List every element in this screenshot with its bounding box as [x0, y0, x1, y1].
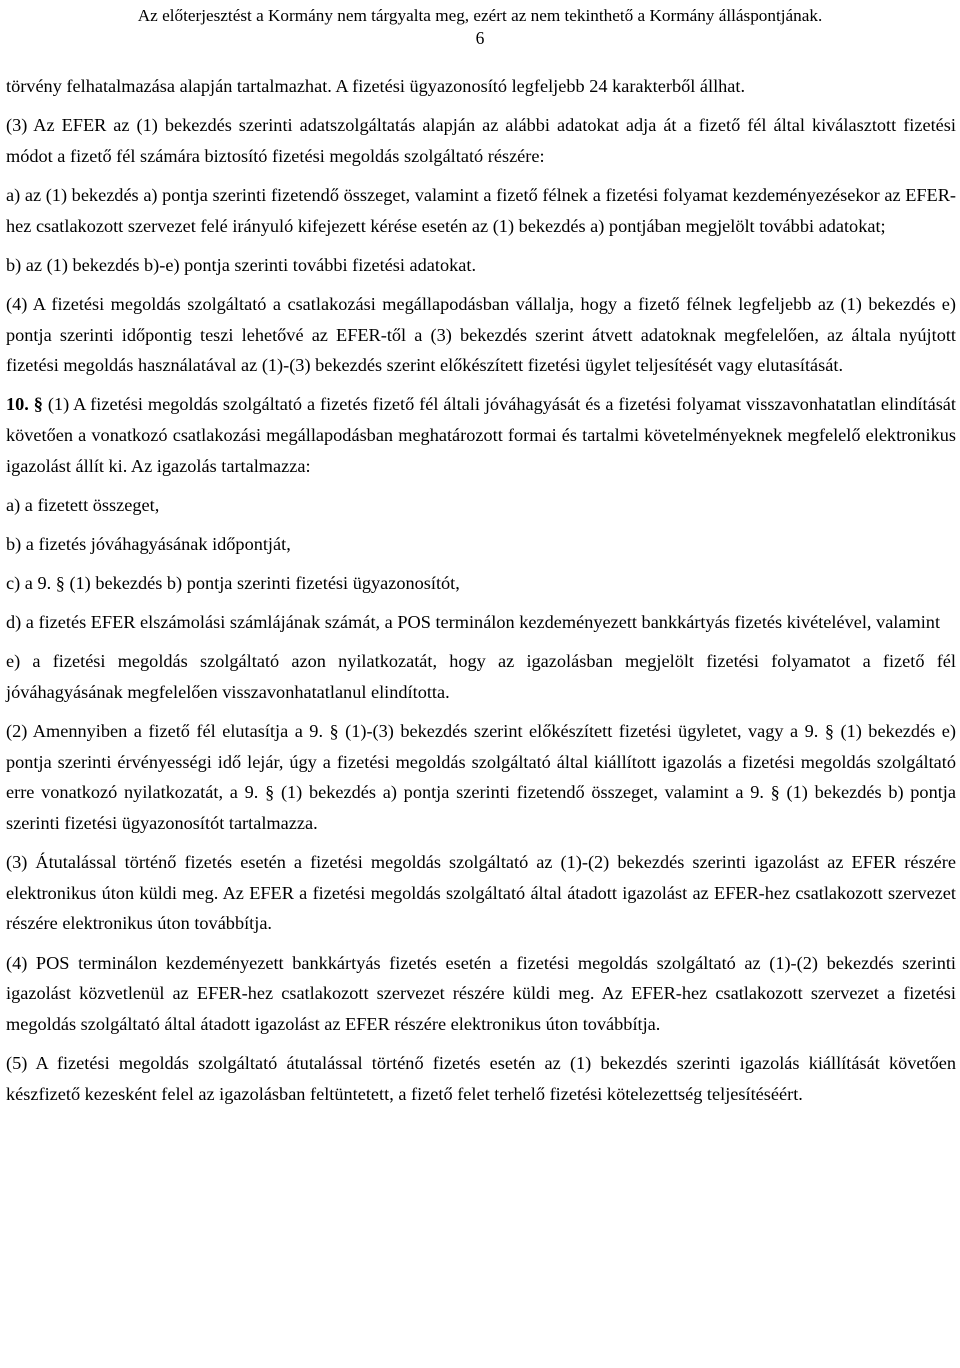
paragraph-10-5: (5) A fizetési megoldás szolgáltató átutalással történő fizetés esetén az (1) bekezdés szerinti igazolás kiállítását követően készfizető kezesként felel az igazolásban feltüntetett, a fizető felet terhelő fizetési kötelezettség teljesítéséért.	[6, 1052, 956, 1104]
paragraph-continuation: törvény felhatalmazása alapján tartalmazhat. A fizetési ügyazonosító legfeljebb 24 karakterből állhat.	[6, 76, 746, 96]
document-body	[6, 71, 956, 1118]
section-number: 10. §	[6, 394, 43, 415]
page-number: 6	[475, 28, 485, 48]
paragraph-10-1	[6, 389, 956, 481]
paragraph-9-3-a: a) az (1) bekezdés a) pontja szerinti fizetendő összeget, valamint a fizető félnek a fizetési folyamat kezdeményezésekor az EFER-hez csatlakozott szervezet felé irányuló kifejezett kérése esetén az (1) bekezdés a) pontjában megjelölt további adatokat;	[6, 184, 956, 236]
paragraph-10-2: (2) Amennyiben a fizető fél elutasítja a 9. § (1)-(3) bekezdés szerint előkészített fizetési ügyletet, vagy a 9. § (1) bekezdés e) pontja szerinti érvényességi idő lejár, úgy a fizetési megoldás szolgáltató által kiállított igazolás a fizetési megoldás szolgáltató erre vonatkozó nyilatkozatát, a 9. § (1) bekezdés a) pontja szerinti fizetendő összeget, valamint a 9. § (1) bekezdés b) pontja szerinti fizetési ügyazonosítót tartalmazza.	[6, 721, 956, 833]
paragraph-10-4: (4) POS terminálon kezdeményezett bankkártyás fizetés esetén a fizetési megoldás szolgáltató az (1)-(2) bekezdés szerinti igazolást közvetlenül az EFER-hez csatlakozott szervezet részére küldi meg. Az EFER-hez csatlakozott szervezet a fizetési megoldás szolgáltató által átadott igazolást az EFER részére elektronikus úton továbbítja.	[6, 952, 956, 1034]
paragraph-10-1-a: a) a fizetett összeget,	[6, 494, 160, 515]
paragraph-9-3-b: b) az (1) bekezdés b)-e) pontja szerinti további fizetési adatokat.	[6, 254, 477, 275]
paragraph-9-3: (3) Az EFER az (1) bekezdés szerinti adatszolgáltatás alapján az alábbi adatokat adja át a fizető fél által kiválasztott fizetési módot a fizető fél számára biztosító fizetési megoldás szolgáltató részére:	[6, 115, 956, 166]
header-disclaimer: Az előterjesztést a Kormány nem tárgyalta meg, ezért az nem tekinthető a Kormány álláspontjának.	[137, 6, 823, 25]
paragraph-10-1-b: b) a fizetés jóváhagyásának időpontját,	[6, 533, 291, 554]
paragraph-10-3: (3) Átutalással történő fizetés esetén a fizetési megoldás szolgáltató az (1)-(2) bekezdés szerinti igazolást az EFER részére elektronikus úton küldi meg. Az EFER a fizetési megoldás szolgáltató által átadott igazolást az EFER-hez csatlakozott szervezet részére elektronikus úton továbbítja.	[6, 852, 956, 934]
paragraph-10-1-c: c) a 9. § (1) bekezdés b) pontja szerinti fizetési ügyazonosítót,	[6, 573, 460, 594]
paragraph-9-4: (4) A fizetési megoldás szolgáltató a csatlakozási megállapodásban vállalja, hogy a fizető félnek legfeljebb az (1) bekezdés e) pontja szerinti időpontig teszi lehetővé az EFER-től a (3) bekezdés szerint átvett adatoknak megfelelően, az általa nyújtott fizetési megoldás használatával az (1)-(3) bekezdés szerint előkészített fizetési ügylet teljesítését vagy elutasítását.	[6, 293, 956, 376]
paragraph-10-1-e: e) a fizetési megoldás szolgáltató azon nyilatkozatát, hogy az igazolásban megjelölt fizetési folyamatot a fizető fél jóváhagyásának megfelelően visszavonhatatlanul elindította.	[6, 651, 956, 703]
paragraph-10-1-text: (1) A fizetési megoldás szolgáltató a fizetés fizető fél általi jóváhagyását és a fizetési folyamat visszavonhatatlan elindítását követően a vonatkozó csatlakozási megállapodásban meghatározott formai és tartalmi követelményeknek megfelelő elektronikus igazolást állít ki. Az igazolás tartalmazza:	[6, 394, 957, 476]
paragraph-10-1-d: d) a fizetés EFER elszámolási számlájának számát, a POS terminálon kezdeményezett bankkártyás fizetés kivételével, valamint	[6, 612, 941, 633]
